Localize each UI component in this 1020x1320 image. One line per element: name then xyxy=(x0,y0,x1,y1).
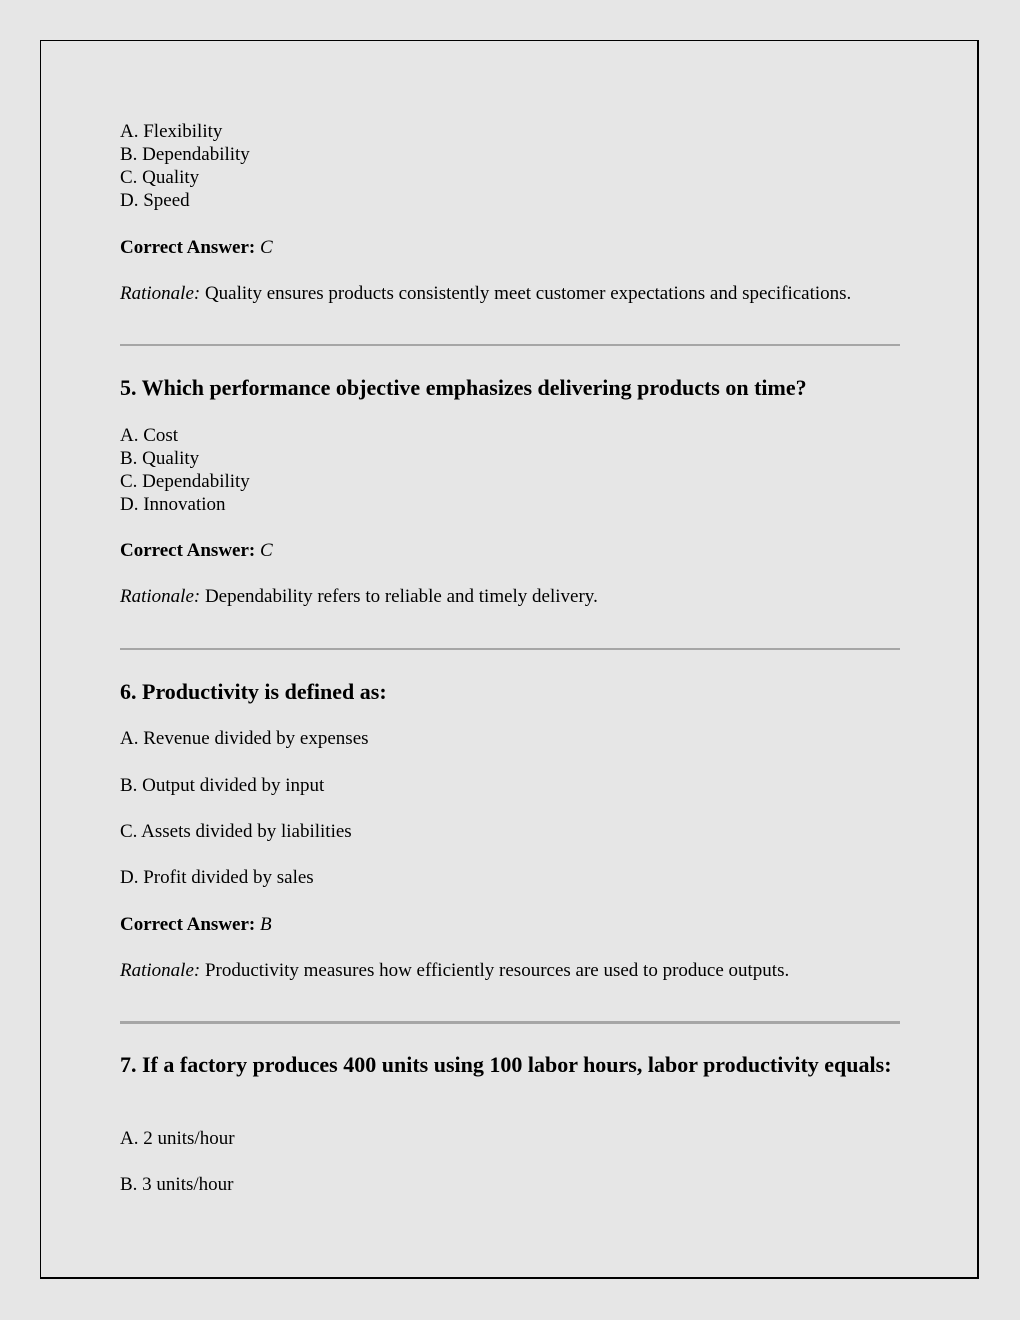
q6-option-c: C. Assets divided by liabilities xyxy=(120,821,352,842)
q5-option-b: B. Quality xyxy=(120,448,200,469)
q6-rationale-text: Productivity measures how efficiently resources are used to produce outputs. xyxy=(204,960,790,981)
q5-rationale-text: Dependability refers to reliable and timely delivery. xyxy=(204,586,598,607)
q5-rationale xyxy=(120,585,598,608)
q4-rationale-label: Rationale: xyxy=(120,283,201,304)
divider xyxy=(120,344,900,346)
q6-answer-label: Correct Answer: xyxy=(120,914,256,935)
q4-options xyxy=(120,120,900,212)
q5-rationale-label: Rationale: xyxy=(120,586,201,607)
q4-option-b: B. Dependability xyxy=(120,144,250,165)
q5-answer-value: C xyxy=(260,540,273,561)
q4-answer-value: C xyxy=(260,237,273,258)
divider xyxy=(120,648,900,650)
q5-title: 5. Which performance objective emphasizes delivering products on time? xyxy=(120,375,807,400)
q4-option-a: A. Flexibility xyxy=(120,121,223,142)
q4-answer-label: Correct Answer: xyxy=(120,237,256,258)
q4-correct-answer xyxy=(120,236,273,259)
q6-title: 6. Productivity is defined as: xyxy=(120,679,387,704)
q6-option-d: D. Profit divided by sales xyxy=(120,867,314,888)
q6-rationale xyxy=(120,959,789,982)
q6-answer-value: B xyxy=(260,914,272,935)
q7-option-b: B. 3 units/hour xyxy=(120,1174,234,1195)
q7-option-a: A. 2 units/hour xyxy=(120,1128,235,1149)
q5-option-c: C. Dependability xyxy=(120,471,250,492)
q6-rationale-label: Rationale: xyxy=(120,960,201,981)
q5-option-a: A. Cost xyxy=(120,425,179,446)
q5-option-d: D. Innovation xyxy=(120,494,226,515)
q6-option-a: A. Revenue divided by expenses xyxy=(120,728,369,749)
q7-title: 7. If a factory produces 400 units using 100 labor hours, labor productivity equals: xyxy=(120,1052,892,1077)
q4-option-c: C. Quality xyxy=(120,167,200,188)
q4-rationale-text: Quality ensures products consistently meet customer expectations and specifications. xyxy=(204,283,852,304)
q5-options xyxy=(120,424,900,516)
q4-option-d: D. Speed xyxy=(120,190,190,211)
q4-rationale xyxy=(120,282,851,305)
q6-correct-answer xyxy=(120,913,272,936)
q5-correct-answer xyxy=(120,539,273,562)
divider xyxy=(120,1021,900,1024)
q6-option-b: B. Output divided by input xyxy=(120,775,325,796)
page-frame xyxy=(40,40,979,1279)
q5-answer-label: Correct Answer: xyxy=(120,540,256,561)
